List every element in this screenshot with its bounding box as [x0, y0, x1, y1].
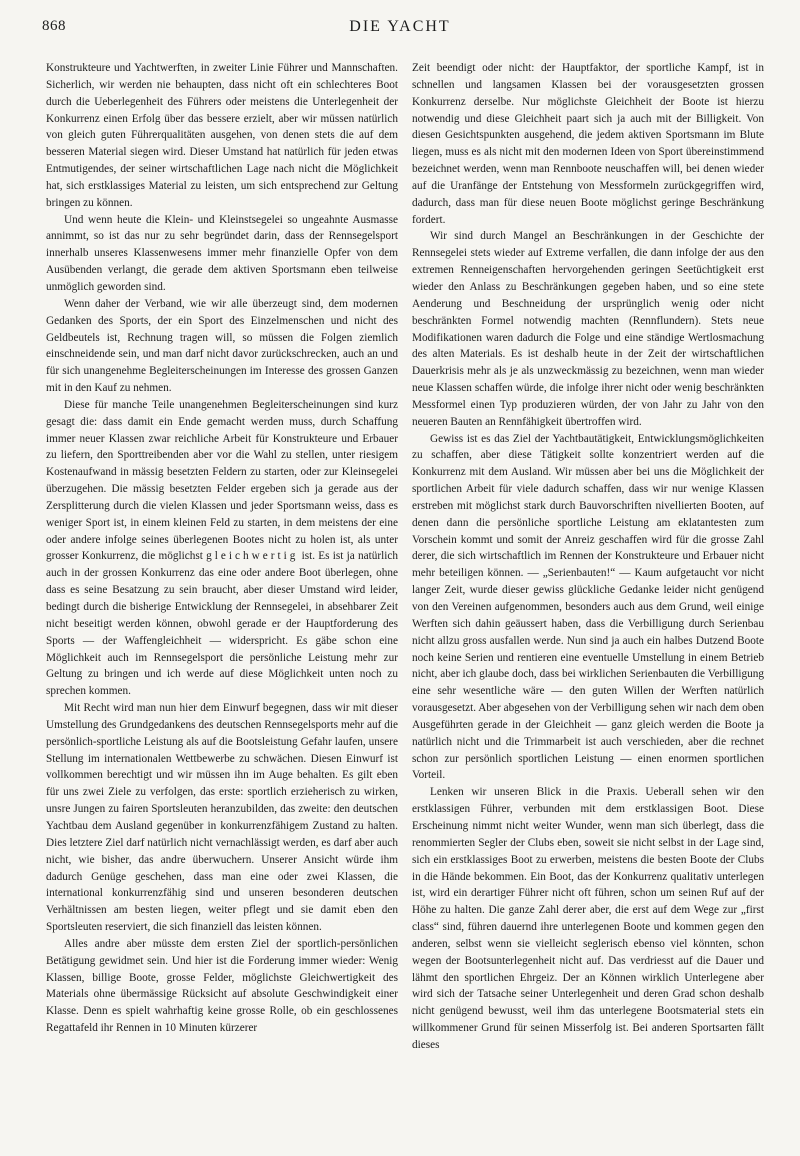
paragraph: [46, 397, 398, 700]
paragraph-text: Diese für manche Teile unangenehmen Begleiterscheinungen sind kurz gesagt die: dass damit ein Ende gemacht werden muss, durch Schaffung immer neuer Klassen zwar reichliche Arbeit für Konstrukteure und Erbauer zu liefern, den Sporttreibenden aber vor die Wahl zu stellen, unter riesigem Kostenaufwand in mässig besetzten Feldern zu starten, oder zur Kleinsegelei überzugehen. Die mässig besetzten Felder ergeben sich ja gerade aus der Zersplitterung durch die vielen Klassen und jeder Sportsmann weiss, dass es weniger Sport ist, in einem kleinen Feld zu starten, in dem meistens der eine oder andere infolge seines überlegenen Bootes nicht zu holen ist, als unter grosser Konkurrenz, die möglichst: [46, 398, 398, 563]
paragraph: Konstrukteure und Yachtwerften, in zweiter Linie Führer und Mannschaften. Sicherlich, wir werden nie behaupten, dass nicht oft ein schlechteres Boot durch die Ueberlegenheit des Führers oder meistens die Unterlegenheit der Konkurrenz einen Erfolg über das bessere erzielt, aber wir müssen natürlich von gleich guten Führerqualitäten ausgehen, von denen stets die auf dem besseren Material siegen wird. Dieser Umstand hat natürlich für jeden etwas Entmutigendes, der seiner wirtschaftlichen Lage nach nicht die Möglichkeit hat, sich erstklassiges Material zu leisten, um sich entsprechend zur Geltung bringen zu können.: [46, 62, 398, 209]
paragraph-text: ist. Es ist ja natürlich auch in der grossen Konkurrenz das eine oder andere Boot überlegen, ohne dass es seine Besatzung zu sein braucht, aber dieser Umstand wird leider, bedingt durch die bisherige Entwicklung der Rennsegelei, in absehbarer Zeit nicht beseitigt werden können, obwohl gerade er der Hauptforderung des Sports — der Waffengleichheit — widerspricht. Es gäbe schon eine Möglichkeit auch im Rennsegelsport die persönliche Leistung mehr zur Geltung zu bringen und ich werde auf diese Möglichkeit unten noch zu sprechen kommen.: [46, 550, 398, 698]
emphasized-word: gleichwertig: [206, 550, 299, 563]
paragraph: Wenn daher der Verband, wie wir alle überzeugt sind, dem modernen Gedanken des Sports, der ein Sport des Einzelmenschen und nicht des Geldbeutels ist, Rechnung tragen will, so müssen die Folgen ziemlich einschneidende sein, und man darf nicht davor zurückschrecken, auch an und für sich unangenehme Begleiterscheinungen im Interesse des grossen Ganzen mit in den Kauf zu nehmen.: [46, 297, 398, 395]
right-column: [412, 60, 764, 1054]
paragraph: Zeit beendigt oder nicht: der Hauptfaktor, der sportliche Kampf, ist in schnellen und langsamen Klassen bei der vorausgesetzten grossen Konkurrenz derselbe. Nur möglichste Gleichheit der Boote ist hierzu notwendig und diese Gleichheit paart sich ja auch mit der Billigkeit. Von diesen Gesichtspunkten ausgehend, die jedem aktiven Sportsmann im Blute liegen, muss es als nicht mit den modernen Ideen von Sport übereinstimmend bezeichnet werden, wenn man Rennboote neuschaffen will, bei denen wieder auf die Uranfänge der Entstehung von Messformeln zurückgegriffen wird, dadurch, dass man für diese neuen Boote möglichst geringe Beschränkung fordert.: [412, 62, 764, 226]
paragraph: Gewiss ist es das Ziel der Yachtbautätigkeit, Entwicklungsmöglichkeiten zu schaffen, aber diese Tätigkeit sollte konzentriert werden auf die Konkurrenz mit dem Ausland. Wir müssen aber bei uns die Möglichkeit der sportlichen Arbeit für viele dadurch schaffen, dass wir nur wenige Klassen erstreben mit möglichst stark durch Bauvorschriften nivellierten Booten, auf denen dann die persönliche sportliche Leistung am eklatantesten zum Vorschein kommt und somit der Anreiz geschaffen wird für die grosse Zahl derer, die sich wirtschaftlich im Rennen der Konstrukteure und Erbauer nicht mehr beteiligen können. — „Serienbauten!“ — Kaum aufgetaucht vor nicht langer Zeit, wurde dieser gewiss glückliche Gedanke leider nicht genügend von den Vereinen aufgenommen, besonders auch aus dem Grund, weil einige Werften sich dahin geäussert haben, dass die Verbilligung durch Serienbau nicht allzu gross ausfallen werde. Nun sind ja auch ein halbes Dutzend Boote noch keine Serien und rentieren eine eventuelle Umstellung in einem Betrieb nicht, aber ich glaube doch, dass bei wirklichen Serienbauten die Verbilligung eine sehr wesentliche wäre — den guten Willen der Werften natürlich vorausgesetzt. Aber abgesehen von der Verbilligung sehen wir nach dem oben Ausgeführten gerade in der Gleichheit — ganz gleich werden die Boote ja natürlich nicht und die Trimmarbeit ist auch verschieden, aber die rechnet schon zur persönlich sportlichen Leistung — einen enormen sportlichen Vorteil.: [412, 432, 764, 782]
paragraph: Wir sind durch Mangel an Beschränkungen in der Geschichte der Rennsegelei stets wieder auf Extreme verfallen, die dann infolge der aus den extremen Renneigenschaften hervorgehenden geringen Seetüchtigkeit erst wieder den Anlass zu Beschränkungen gegeben haben, und so eine stete Aenderung und Beschneidung der ursprünglich wenig oder nicht beschränkten Formel notwendig machten (Rennflundern). Stets neue Modifikationen waren dadurch die Folge und eine ständige Wertlosmachung des alten Materials. Es ist deshalb heute in der Zeit der wirtschaftlichen Dauerkrisis mehr als je als unzweckmässig zu bezeichnen, wenn man wieder neue Klassen schaffen würde, die infolge ihrer nicht oder wenig beschränkten Messformel einen Typ produzieren würden, der von Jahr zu Jahr von den neueren Bauten an Rennfähigkeit übertroffen wird.: [412, 230, 764, 428]
paragraph: Mit Recht wird man nun hier dem Einwurf begegnen, dass wir mit dieser Umstellung des Grundgedankens des deutschen Rennsegelsports mehr auf die persönlich-sportliche Leistung als auf die Bootsleistung Gefahr laufen, unsere Stellung im internationalen Wettbewerbe zu schwächen. Diesen Einwurf ist vollkommen berechtigt und wir müssen ihn im Auge behalten. Es gilt eben für uns zwei Ziele zu verfolgen, das erste: sportlich erzieherisch zu wirken, unsre Jungen zu fairen Sportsleuten heranzubilden, das zweite: den deutschen Yachtbau dem Ausland gegenüber in konkurrenzfähigem Zustand zu halten. Dies letztere Ziel darf natürlich nicht vernachlässigt werden, es darf aber auch nicht, wie bisher, das andre überwuchern. Unserer Ansicht würde ihm dadurch Genüge geschehen, dass man eine oder zwei Klassen, die international konkurrenzfähig sind und unseren besonderen deutschen Verhältnissen am besten liegen, weiter pflegt und sie damit eben den Sportsleuten reserviert, die sich finanziell das leisten können.: [46, 702, 398, 934]
page-number: 868: [42, 18, 66, 34]
running-title: DIE YACHT: [349, 18, 451, 35]
paragraph: Alles andre aber müsste dem ersten Ziel der sportlich-persönlichen Betätigung gewidmet sein. Und hier ist die Forderung immer wieder: Wenig Klassen, billige Boote, grosse Felder, möglichste Gleichwertigkeit des Materials ohne übermässige Rücksicht auf absolute Geschwindigkeit einer Klasse. Denn es spielt wahrhaftig keine grosse Rolle, ob ein geschlossenes Regattafeld ihr Rennen in 10 Minuten kürzerer: [46, 937, 398, 1035]
left-column: [46, 60, 398, 1037]
paragraph: Und wenn heute die Klein- und Kleinstsegelei so ungeahnte Ausmasse annimmt, so ist das nur zu sehr begründet darin, dass der Rennsegelsport innerhalb unseres Klassenwesens immer mehr finanzielle Opfer von dem Ausübenden verlangt, die gerade dem aktiven Sportsmann eben teilweise unmöglich geworden sind.: [46, 213, 398, 293]
paragraph: Lenken wir unseren Blick in die Praxis. Ueberall sehen wir den erstklassigen Führer, verbunden mit dem erstklassigen Boot. Diese Erscheinung nimmt nicht weiter Wunder, wenn man sich überlegt, dass die renommierten Segler der Clubs eben, soweit sie nicht selbst in der Lage sind, sich ein erstklassiges Boot zu erwerben, meistens die besten Boote der Clubs in die Hände bekommen. Ein Boot, das der Konkurrenz qualitativ unterlegen ist, wird ein derartiger Führer nicht oft führen, schon um seinen Ruf auf der Höhe zu halten. Die ganze Zahl derer aber, die erst auf dem Wege zur „first class“ sind, führen dauernd ihre unterlegenen Boote und kommen gegen den anderen, selbst wenn sie vielleicht seglerisch ebenso viel könnten, schon wegen der Bootsunterlegenheit nicht auf. Das verdriesst auf die Dauer und lähmt den sportlichen Ehrgeiz. Der an Können wirklich Unterlegene aber wird sich der Tatsache seiner Unterlegenheit und deren Grad schon deshalb nicht genügend bewusst, weil ihm das unterlegene Bootsmaterial stets ein willkommener Grund für seinen Misserfolg ist. Bei anderen Sportsarten fällt dieses: [412, 786, 764, 1051]
